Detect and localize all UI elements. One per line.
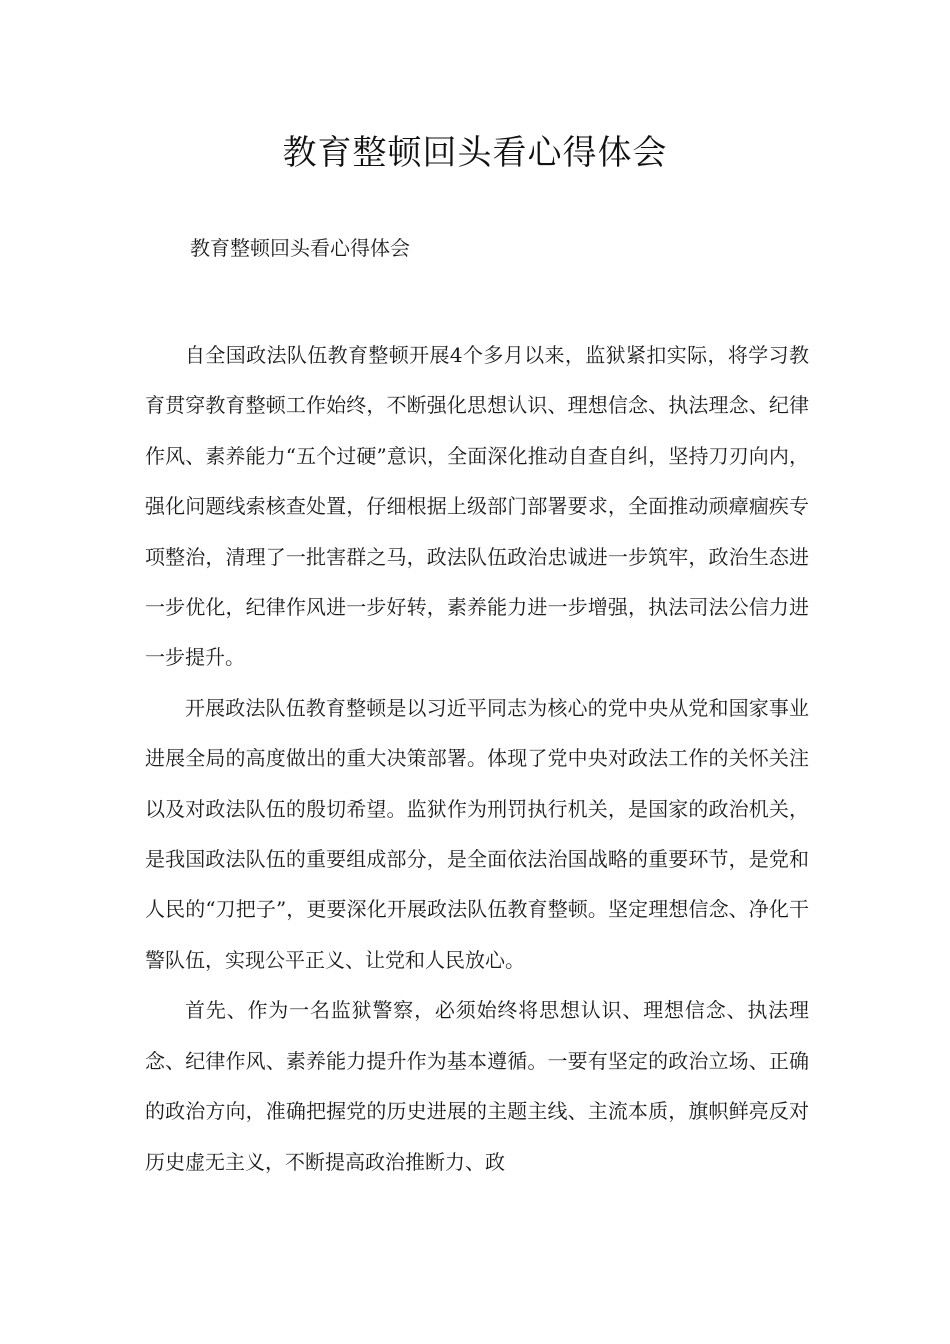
paragraph-2: 开展政法队伍教育整顿是以习近平同志为核心的党中央从党和国家事业进展全局的高度做出的重大决策部署。体现了党中央对政法工作的关怀关注以及对政法队伍的殷切希望。监狱作为刑罚执行机关，是国家的政治机关，是我国政法队伍的重要组成部分，是全面依法治国战略的重要环节，是党和人民的“刀把子”，更要深化开展政法队伍教育整顿。坚定理想信念、净化干警队伍，实现公平正义、让党和人民放心。	[145, 695, 809, 972]
document-title: 教育整顿回头看心得体会	[282, 133, 668, 173]
paragraph-3: 首先、作为一名监狱警察，必须始终将思想认识、理想信念、执法理念、纪律作风、素养能力提升作为基本遵循。一要有坚定的政治立场、正确的政治方向，准确把握党的历史进展的主题主线、主流本质，旗帜鲜亮反对历史虚无主义，不断提高政治推断力、政	[145, 998, 809, 1174]
paragraph-1: 自全国政法队伍教育整顿开展4个多月以来，监狱紧扣实际，将学习教育贯穿教育整顿工作始终，不断强化思想认识、理想信念、执法理念、纪律作风、素养能力“五个过硬”意识，全面深化推动自查自纠，坚持刀刃向内，强化问题线索核查处置，仔细根据上级部门部署要求，全面推动顽瘴痼疾专项整治，清理了一批害群之马，政法队伍政治忠诚进一步筑牢，政治生态进一步优化，纪律作风进一步好转，素养能力进一步增强，执法司法公信力进一步提升。	[145, 343, 809, 670]
document-body	[145, 330, 809, 1187]
document-subtitle: 教育整顿回头看心得体会	[190, 236, 410, 260]
